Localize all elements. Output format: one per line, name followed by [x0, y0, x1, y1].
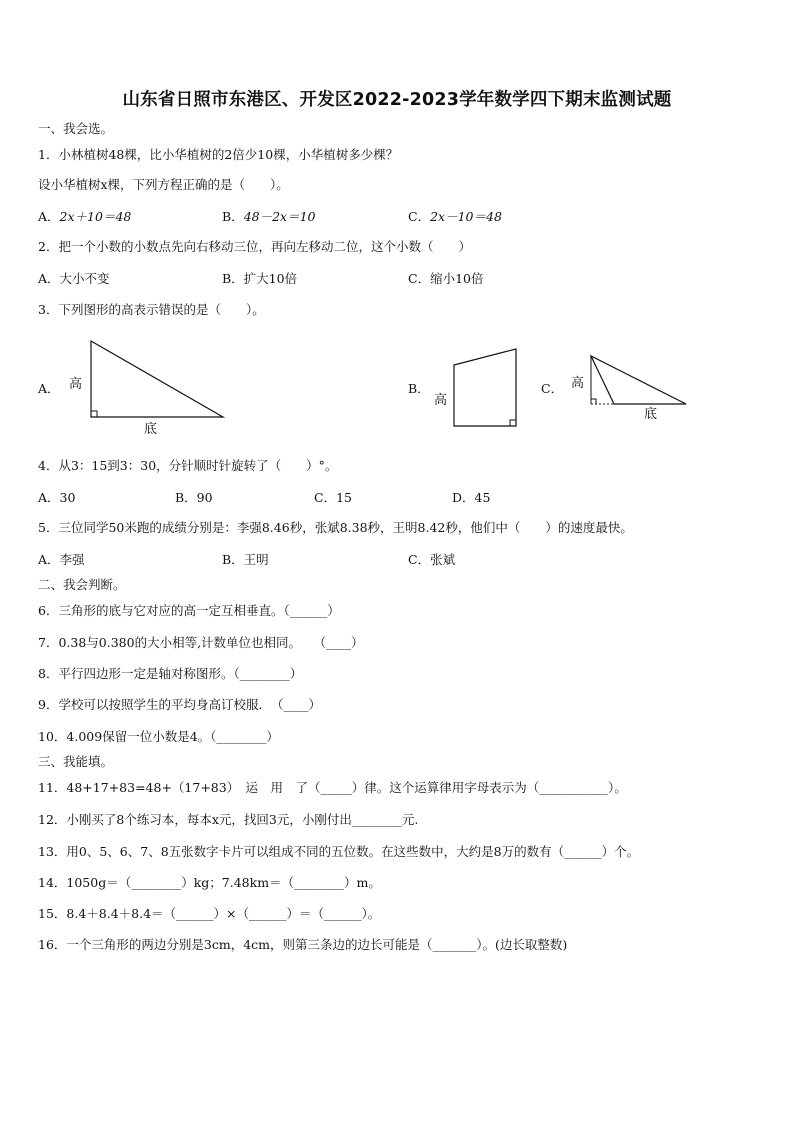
q1-option-c[interactable]: C．2x－10＝48	[408, 209, 502, 224]
figure-c-base-label: 底	[644, 407, 658, 422]
question-6: 6．三角形的底与它对应的高一定互相垂直。（______）	[38, 603, 340, 618]
page-title: 山东省日照市东港区、开发区2022-2023学年数学四下期末监测试题	[122, 90, 672, 110]
question-7: 7．0.38与0.380的大小相等,计数单位也相同。 （____）	[38, 635, 364, 650]
q5-option-a[interactable]: A．李强	[38, 552, 85, 567]
section-heading-fill: 三、我能填。	[38, 754, 114, 769]
question-16: 16．一个三角形的两边分别是3cm，4cm，则第三条边的边长可能是（_______）。(边长取整数)	[38, 937, 568, 952]
question-10: 10．4.009保留一位小数是4。（________）	[38, 729, 279, 744]
figure-a-height-label: 高	[69, 377, 83, 392]
q5-option-c[interactable]: C．张斌	[408, 552, 456, 567]
question-4: 4．从3：15到3：30，分针顺时针旋转了（ ）°。	[38, 458, 338, 473]
q4-option-a[interactable]: A．30	[38, 490, 76, 505]
figure-c-height-label: 高	[571, 376, 585, 391]
q2-option-c[interactable]: C．缩小10倍	[408, 271, 484, 286]
q5-option-b[interactable]: B．王明	[222, 552, 269, 567]
q2-option-b[interactable]: B．扩大10倍	[222, 271, 298, 286]
question-9: 9．学校可以按照学生的平均身高订校服． （____）	[38, 697, 321, 712]
q1-option-a[interactable]: A．2x＋10＝48	[38, 209, 132, 224]
q4-option-b[interactable]: B．90	[175, 490, 213, 505]
figure-a-base-label: 底	[144, 422, 158, 437]
q1-option-b[interactable]: B．48－2x＝10	[222, 209, 316, 224]
question-1: 1．小林植树48棵，比小华植树的2倍少10棵，小华植树多少棵？	[38, 147, 399, 162]
question-8: 8．平行四边形一定是轴对称图形。（________）	[38, 666, 303, 681]
question-1-sub: 设小华植树x棵，下列方程正确的是（ ）。	[38, 177, 289, 192]
question-11: 11．48+17+83=48+（17+83） 运 用 了（_____）律。这个运算律用字母表示为（___________）。	[38, 780, 627, 795]
question-13: 13．用0、5、6、7、8五张数字卡片可以组成不同的五位数。在这些数中，大约是8万的数有（______）个。	[38, 844, 640, 859]
question-5: 5．三位同学50米跑的成绩分别是：李强8.46秒，张斌8.38秒，王明8.42秒，他们中（ ）的速度最快。	[38, 520, 633, 535]
question-2: 2．把一个小数的小数点先向右移动三位，再向左移动二位，这个小数（ ）	[38, 239, 471, 254]
q3-option-a[interactable]: A．	[38, 381, 60, 396]
question-12: 12．小刚买了8个练习本，每本x元，找回3元，小刚付出________元.	[38, 812, 419, 827]
question-15: 15．8.4＋8.4＋8.4＝（______）×（______）＝（______）。	[38, 906, 381, 921]
q4-option-c[interactable]: C．15	[314, 490, 352, 505]
figure-b-height-label: 高	[434, 393, 448, 408]
question-14: 14．1050g＝（________）kg；7.48km＝（________）m。	[38, 875, 381, 890]
figure-b-trapezoid	[445, 343, 525, 433]
q2-option-a[interactable]: A．大小不变	[38, 271, 110, 286]
question-3: 3．下列图形的高表示错误的是（ ）。	[38, 302, 265, 317]
q3-option-b[interactable]: B．	[408, 381, 430, 396]
section-heading-choice: 一、我会选。	[38, 121, 114, 136]
q4-option-d[interactable]: D．45	[452, 490, 491, 505]
q3-option-c[interactable]: C．	[541, 381, 564, 396]
section-heading-judge: 二、我会判断。	[38, 577, 126, 592]
